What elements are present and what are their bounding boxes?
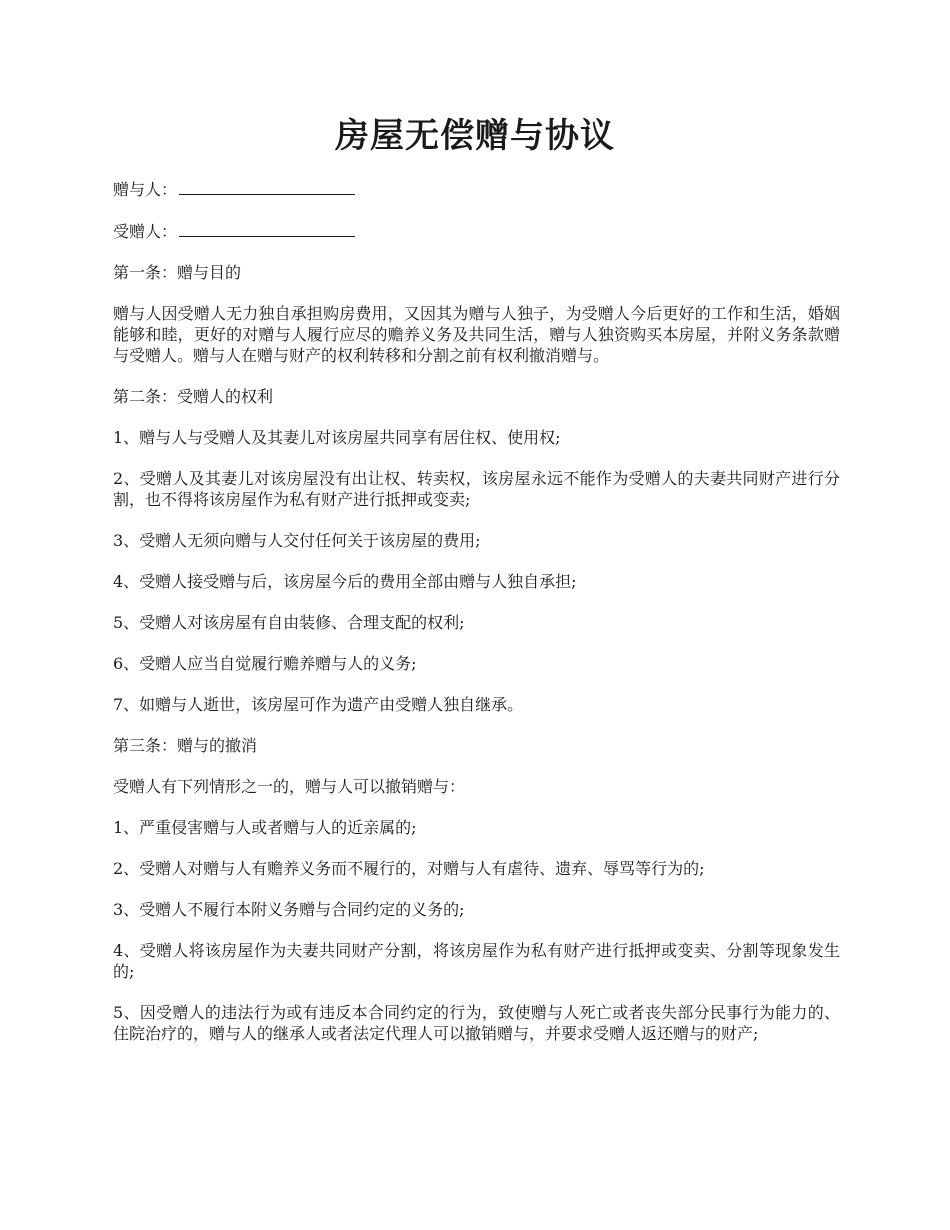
donee-blank	[179, 220, 355, 237]
donee-label: 受赠人：	[113, 222, 178, 241]
article2-item-5: 5、受赠人对该房屋有自由装修、合理支配的权利;	[113, 613, 465, 632]
article3-item-4: 4、受赠人将该房屋作为夫妻共同财产分割，将该房屋作为私有财产进行抵押或变卖、分割等现象发生的;	[113, 941, 840, 981]
article3-intro: 受赠人有下列情形之一的，赠与人可以撤销赠与：	[113, 777, 466, 796]
article3-heading: 第三条：赠与的撤消	[113, 736, 258, 755]
article1-heading: 第一条：赠与目的	[113, 263, 242, 282]
donee-line	[113, 220, 840, 242]
article2-item-1: 1、赠与人与受赠人及其妻儿对该房屋共同享有居住权、使用权;	[113, 428, 561, 447]
donor-label: 赠与人：	[113, 180, 178, 199]
document-body	[113, 178, 840, 1064]
article1-text: 赠与人因受赠人无力独自承担购房费用，又因其为赠与人独子，为受赠人今后更好的工作和生活，婚姻能够和睦，更好的对赠与人履行应尽的赡养义务及共同生活，赠与人独资购买本房屋，并附义务条款赠与受赠人。赠与人在赠与财产的权利转移和分割之前有权利撤消赠与。	[113, 304, 840, 365]
document-title: 房屋无偿赠与协议	[335, 116, 615, 156]
article2-item-4: 4、受赠人接受赠与后，该房屋今后的费用全部由赠与人独自承担;	[113, 572, 577, 591]
article2-item-6: 6、受赠人应当自觉履行赡养赠与人的义务;	[113, 654, 417, 673]
article3-item-1: 1、严重侵害赠与人或者赠与人的近亲属的;	[113, 818, 417, 837]
article3-item-2: 2、受赠人对赠与人有赡养义务而不履行的，对赠与人有虐待、遗弃、辱骂等行为的;	[113, 859, 705, 878]
donor-line	[113, 178, 840, 200]
article3-item-5: 5、因受赠人的违法行为或有违反本合同约定的行为，致使赠与人死亡或者丧失部分民事行为能力的、住院治疗的，赠与人的继承人或者法定代理人可以撤销赠与，并要求受赠人返还赠与的财产;	[113, 1003, 840, 1043]
article2-item-2: 2、受赠人及其妻儿对该房屋没有出让权、转卖权，该房屋永远不能作为受赠人的夫妻共同财产进行分割，也不得将该房屋作为私有财产进行抵押或变卖;	[113, 469, 840, 509]
article2-item-7: 7、如赠与人逝世，该房屋可作为遗产由受赠人独自继承。	[113, 695, 524, 714]
article2-item-3: 3、受赠人无须向赠与人交付任何关于该房屋的费用;	[113, 531, 481, 550]
article2-heading: 第二条：受赠人的权利	[113, 387, 274, 406]
donor-blank	[179, 178, 355, 195]
article3-item-3: 3、受赠人不履行本附义务赠与合同约定的义务的;	[113, 900, 465, 919]
